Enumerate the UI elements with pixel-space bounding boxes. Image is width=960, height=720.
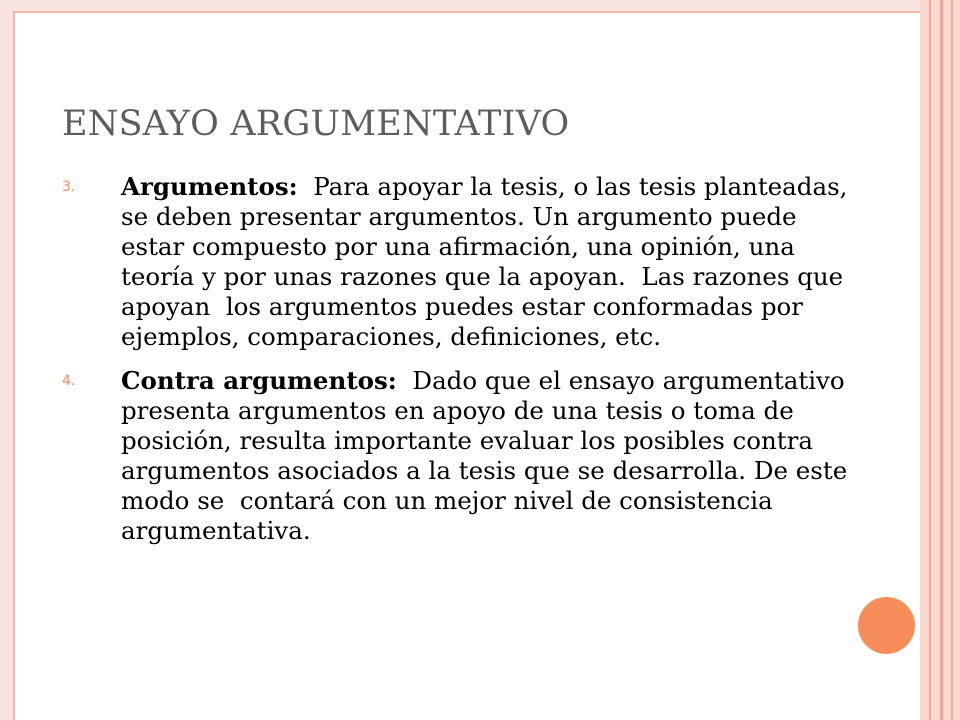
frame-top-border — [0, 0, 920, 11]
right-stripe — [951, 0, 953, 720]
list-item-argumentos — [62, 172, 856, 352]
accent-circle — [858, 597, 915, 654]
slide-title: ENSAYO ARGUMENTATIVO — [62, 104, 570, 144]
item-number: 4. — [62, 373, 76, 389]
frame-left-border — [0, 0, 13, 720]
frame-top-line — [13, 11, 920, 13]
item-text: Para apoyar la tesis, o las tesis planteadas, se deben presentar argumentos. Un argumento puede estar compuesto por una afirmación, una opinión, una teoría y por unas razones que la apoyan. Las razones que apoyan los argumentos puedes estar conformadas por ejemplos, comparaciones, definiciones, etc. — [121, 172, 856, 351]
right-decorative-band — [920, 0, 960, 720]
list-item-contra-argumentos — [62, 366, 856, 546]
item-term: Contra argumentos: — [121, 366, 397, 395]
frame-left-line — [13, 11, 15, 720]
item-number: 3. — [62, 179, 76, 195]
item-text: Dado que el ensayo argumentativo presenta argumentos en apoyo de una tesis o toma de posición, resulta importante evaluar los posibles contra argumentos asociados a la tesis que se desarrolla. De este modo se contará con un mejor nivel de consistencia argumentativa. — [121, 366, 856, 545]
right-stripe — [929, 0, 931, 720]
content-list — [62, 172, 856, 546]
right-stripe — [940, 0, 943, 720]
item-term: Argumentos: — [121, 172, 298, 201]
